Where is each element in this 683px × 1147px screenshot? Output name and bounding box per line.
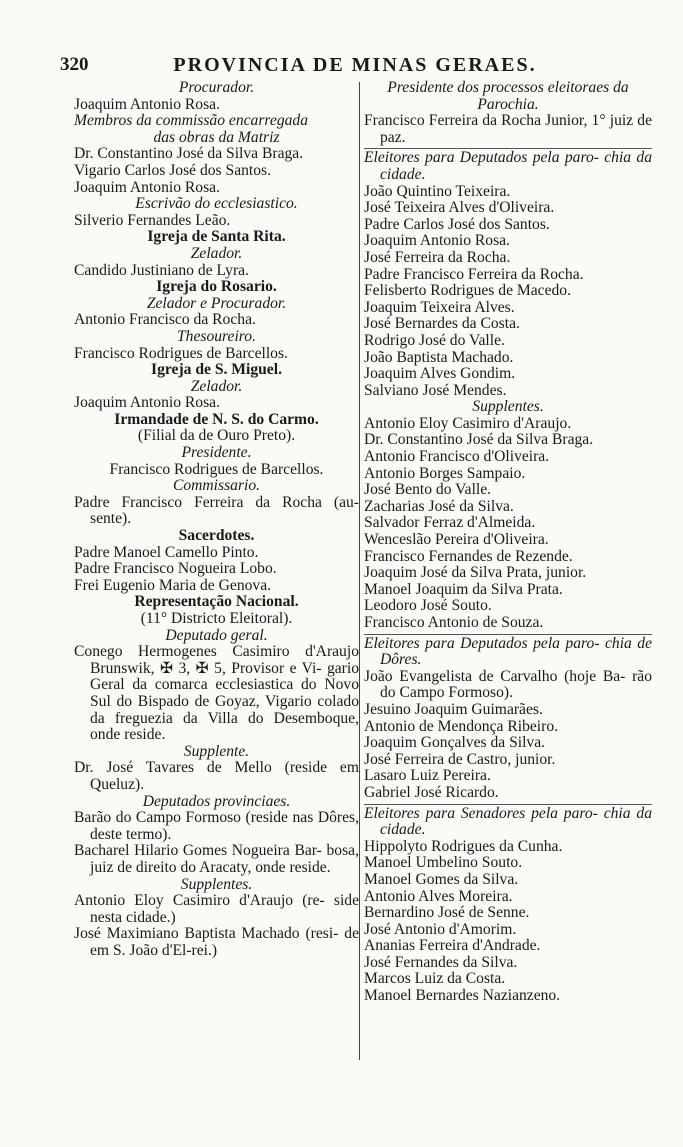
text-line: Joaquim Antonio Rosa. [74,178,220,196]
text-line: José Bento do Valle. [364,481,492,499]
text-line: José Fernandes da Silva. [364,953,518,971]
text-line: Igreja de Santa Rita. [147,228,286,246]
page-header [60,54,650,78]
text-line: José Teixeira Alves d'Oliveira. [364,199,555,217]
text-line: Zelador. [190,377,243,395]
text-line: Joaquim Antonio Rosa. [364,232,510,250]
text-line: Sacerdotes. [178,527,255,545]
text-line: Supplente. [183,742,250,760]
text-line: Francisco Rodrigues de Barcellos. [74,344,288,362]
text-line: Salviano José Mendes. [364,381,507,399]
text-line: Supplentes. [472,398,544,416]
page-number: 320 [60,54,89,75]
text-line: Antonio Borges Sampaio. [364,464,526,482]
text-line: Manoel Bernardes Nazianzeno. [364,987,561,1005]
text-line: Presidente. [181,444,252,462]
text-line: Antonio Francisco da Rocha. [74,311,256,329]
text-line: José Ferreira de Castro, junior. [364,750,556,768]
text-line: Ananias Ferreira d'Andrade. [364,937,541,955]
text-line: José Antonio d'Amorim. [364,920,517,938]
text-line: Zelador. [190,244,243,262]
text-line: Frei Eugenio Maria de Genova. [74,576,272,594]
text-line: Deputado geral. [165,626,268,644]
text-line: Irmandade de N. S. do Carmo. [114,410,319,428]
text-line: Hippolyto Rodrigues da Cunha. [364,837,563,855]
text-line: Padre Francisco Ferreira da Rocha (au- sente). [74,493,359,528]
text-line: Antonio de Mendonça Ribeiro. [364,717,559,735]
text-line: Antonio Francisco d'Oliveira. [364,448,550,466]
text-line: Deputados provinciaes. [142,792,291,810]
text-line: Dr. José Tavares de Mello (reside em Queluz). [74,759,359,793]
text-line: Representação Nacional. [134,593,299,611]
page-title: PROVINCIA DE MINAS GERAES. [173,54,537,76]
text-line: Vigario Carlos José dos Santos. [74,161,272,179]
text-line: Thesoureiro. [177,327,256,345]
text-line: (11° Districto Eleitoral). [140,610,293,627]
text-line: Zelador e Procurador. [146,294,287,312]
text-line: João Evangelista de Carvalho (hoje Ba- rão do Campo Formoso). [364,667,652,702]
text-line: (Filial da de Ouro Preto). [137,427,296,445]
text-line: Conego Hermogenes Casimiro d'Araujo Brunswik, ✠ 3, ✠ 5, Provisor e Vi- gario Geral da comarca ecclesiastica do Novo Sul do Bispado de Goyaz, Vigario colado da freguezia da Villa do Desemboque, onde reside. [74,643,359,744]
text-line: Bernardino José de Senne. [364,904,530,922]
text-line: Joaquim Antonio Rosa. [74,95,220,113]
text-line: Zacharias José da Silva. [364,497,514,515]
column-divider [359,82,360,1060]
text-line: Membros da commissão encarregada [74,112,309,130]
text-line: Gabriel José Ricardo. [364,783,499,801]
text-line: Candido Justiniano de Lyra. [74,261,249,279]
text-line: Bacharel Hilario Gomes Nogueira Bar- bosa, juiz de direito do Aracaty, onde reside. [74,842,359,876]
text-line: Rodrigo José do Valle. [364,331,505,349]
text-line: Igreja do Rosario. [156,278,277,296]
text-line: das obras da Matriz [153,128,280,146]
text-line: Eleitores para Deputados pela paro- chia da cidade. [364,149,652,183]
text-line: Leodoro José Souto. [364,597,492,615]
text-line: Joaquim José da Silva Prata, junior. [364,564,587,582]
text-line: João Quintino Teixeira. [364,182,511,200]
left-column [74,80,359,959]
text-line: Padre Manoel Camello Pinto. [74,543,259,561]
text-line: Manoel Joaquim da Silva Prata. [364,580,563,598]
text-line: Silverio Fernandes Leão. [74,211,231,229]
text-line: Padre Francisco Ferreira da Rocha. [364,265,584,283]
text-line: Commissario. [172,477,261,495]
text-line: Francisco Rodrigues de Barcellos. [109,460,324,478]
text-line: Antonio Eloy Casimiro d'Araujo. [364,414,572,432]
text-line: Antonio Alves Moreira. [364,887,513,905]
text-line: Eleitores para Senadores pela paro- chia da cidade. [364,804,652,839]
text-line: Lasaro Luiz Pereira. [364,767,491,785]
text-line: Escrivão do ecclesiastico. [135,195,298,213]
text-line: José Maximiano Baptista Machado (resi- de em S. João d'El-rei.) [74,925,359,959]
text-line: Manoel Umbelino Souto. [364,854,523,872]
text-line: Igreja de S. Miguel. [151,361,282,379]
text-line: Parochia. [477,95,539,113]
text-line: Joaquim Teixeira Alves. [364,298,515,316]
text-line: Dr. Constantino José da Silva Braga. [364,431,594,449]
text-line: Francisco Fernandes de Rezende. [364,547,573,565]
text-line: Procurador. [178,79,255,96]
text-line: Salvador Ferraz d'Almeida. [364,514,536,532]
text-line: Barão do Campo Formoso (reside nas Dôres, deste termo). [74,809,359,843]
text-line: Joaquim Gonçalves da Silva. [364,734,546,752]
text-line: Dr. Constantino José da Silva Braga. [74,145,304,163]
text-line: Felisberto Rodrigues de Macedo. [364,282,572,300]
text-line: Francisco Ferreira da Rocha Junior, 1° juiz de paz. [364,112,652,146]
text-line: João Baptista Machado. [364,348,514,366]
text-line: Presidente dos processos eleitoraes da [387,79,629,96]
text-line: Wenceslão Pereira d'Oliveira. [364,531,549,549]
text-line: Antonio Eloy Casimiro d'Araujo (re- side nesta cidade.) [74,892,359,926]
text-line: José Ferreira da Rocha. [364,248,511,266]
text-line: Jesuino Joaquim Guimarães. [364,700,543,718]
text-line: Francisco Antonio de Souza. [364,614,544,631]
text-line: Manoel Gomes da Silva. [364,870,519,888]
text-line: Joaquim Antonio Rosa. [74,394,220,412]
text-line: Marcos Luiz da Costa. [364,970,506,988]
text-line: José Bernardes da Costa. [364,315,520,333]
text-line: Joaquim Alves Gondim. [364,365,516,383]
text-line: Padre Carlos José dos Santos. [364,215,550,233]
text-line: Padre Francisco Nogueira Lobo. [74,560,277,578]
text-line: Eleitores para Deputados pela paro- chia de Dôres. [364,634,652,669]
text-line: Supplentes. [180,875,253,893]
right-column [364,80,652,1005]
